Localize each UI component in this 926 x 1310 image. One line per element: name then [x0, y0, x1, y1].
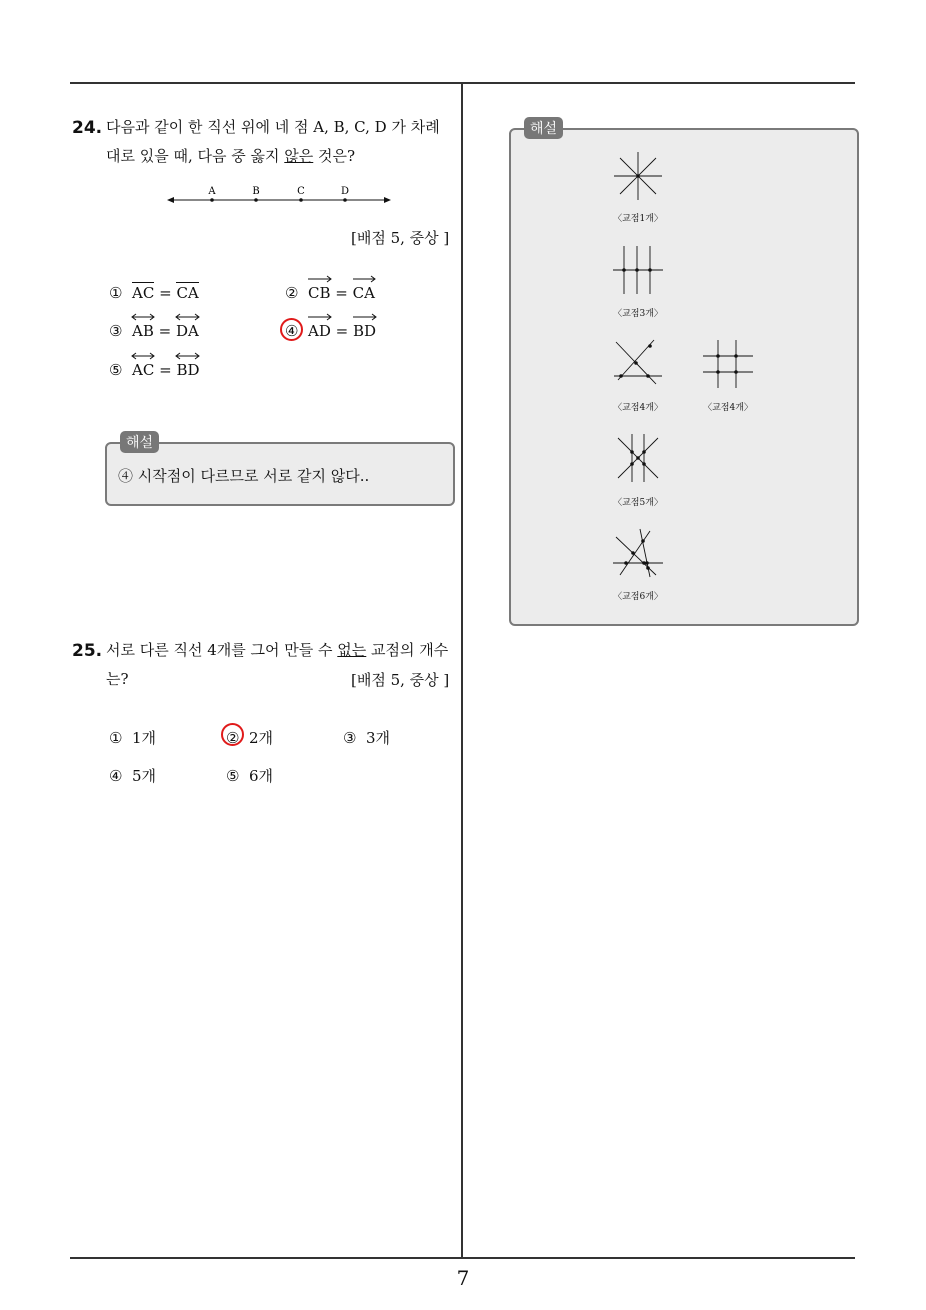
q25-stem-line2: 는?	[106, 670, 129, 688]
q25-explanation-box	[509, 128, 859, 626]
caption-3: 〈교점4개〉	[613, 403, 663, 413]
diagram-4-intersections-a	[610, 338, 666, 390]
q24-choice-5[interactable]: ⑤ AC = BD	[109, 361, 200, 379]
q24-choice-2[interactable]: ② CB = CA	[285, 284, 375, 302]
q24-stem-line1: 다음과 같이 한 직선 위에 네 점 A, B, C, D 가 차례	[106, 118, 440, 136]
point-label-a: A	[208, 186, 216, 197]
page-number: 7	[456, 1266, 470, 1290]
q25-choice-3[interactable]: ③ 3개	[343, 729, 391, 747]
diagram-1-intersection	[610, 150, 666, 202]
q24-score: [배점 5, 중상 ]	[351, 229, 450, 247]
q24-choice-4[interactable]: ④ AD = BD	[285, 322, 376, 340]
q25-score: [배점 5, 중상 ]	[351, 671, 450, 689]
q25-choice-2[interactable]: ② 2개	[226, 729, 274, 747]
caption-2: 〈교점3개〉	[613, 309, 663, 319]
diagram-4-intersections-b	[700, 338, 756, 390]
point-label-d: D	[340, 186, 350, 197]
q25-number: 25.	[72, 641, 103, 661]
q24-choice-1[interactable]: ① AC = CA	[109, 284, 199, 302]
bottom-rule	[70, 1257, 855, 1259]
diagram-6-intersections	[610, 527, 666, 579]
q24-line-figure	[160, 180, 400, 210]
diagram-3-intersections	[610, 244, 666, 296]
q24-explanation-text: ④ 시작점이 다르므로 서로 같지 않다..	[118, 467, 370, 485]
q24-stem-line2: 대로 있을 때, 다음 중 옳지 않은 것은?	[106, 147, 356, 165]
diagram-5-intersections	[610, 432, 666, 484]
caption-6: 〈교점6개〉	[613, 592, 663, 602]
q25-choice-1[interactable]: ① 1개	[109, 729, 157, 747]
q24-answer-mark	[280, 318, 303, 341]
q25-answer-mark	[221, 723, 244, 746]
point-label-c: C	[297, 186, 305, 197]
point-label-b: B	[252, 186, 260, 197]
q25-explanation-tag: 해설	[524, 117, 563, 139]
q25-choice-5[interactable]: ⑤ 6개	[226, 767, 274, 785]
caption-1: 〈교점1개〉	[613, 214, 663, 224]
q25-choice-4[interactable]: ④ 5개	[109, 767, 157, 785]
q24-choice-3[interactable]: ③ AB = DA	[109, 322, 199, 340]
column-divider	[461, 83, 463, 1258]
caption-5: 〈교점5개〉	[613, 498, 663, 508]
q25-stem-line1: 서로 다른 직선 4개를 그어 만들 수 없는 교점의 개수	[106, 641, 449, 659]
q24-explanation-tag: 해설	[120, 431, 159, 453]
q24-stem	[106, 113, 461, 171]
caption-4: 〈교점4개〉	[703, 403, 753, 413]
q24-number: 24.	[72, 118, 103, 138]
